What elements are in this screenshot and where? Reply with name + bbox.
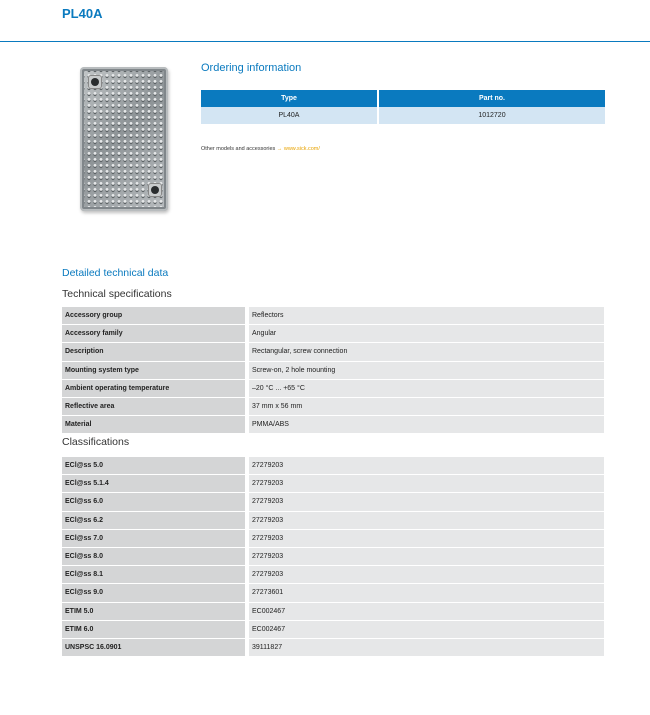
classification-value: 39111827	[247, 638, 604, 656]
table-row	[62, 343, 604, 361]
part-no-cell: 1012720	[378, 107, 605, 124]
technical-specifications-table	[62, 307, 604, 433]
spec-key: Accessory family	[62, 325, 247, 343]
table-row	[201, 107, 605, 124]
ordering-table	[201, 90, 605, 124]
table-row	[62, 307, 604, 325]
technical-specifications-heading: Technical specifications	[62, 288, 172, 300]
sick-website-link[interactable]: www.sick.com/	[283, 146, 320, 152]
classification-key: ECl@ss 9.0	[62, 584, 247, 602]
spec-value: 37 mm x 56 mm	[247, 397, 604, 415]
classification-value: 27279203	[247, 511, 604, 529]
type-cell: PL40A	[201, 107, 378, 124]
spec-key: Description	[62, 343, 247, 361]
classification-key: ECl@ss 6.2	[62, 511, 247, 529]
classification-value: 27279203	[247, 493, 604, 511]
spec-key: Reflective area	[62, 397, 247, 415]
table-row	[62, 584, 604, 602]
table-row	[62, 511, 604, 529]
page-title: PL40A	[62, 6, 103, 21]
mounting-hole-icon	[88, 75, 102, 89]
classification-value: 27279203	[247, 566, 604, 584]
spec-value: Reflectors	[247, 307, 604, 325]
other-models-text: Other models and accessories	[201, 146, 276, 152]
classification-value: 27279203	[247, 457, 604, 475]
classifications-heading: Classifications	[62, 436, 130, 448]
classification-value: EC002467	[247, 602, 604, 620]
arrow-right-icon: →	[276, 146, 283, 152]
spec-key: Accessory group	[62, 307, 247, 325]
classification-key: ECl@ss 8.1	[62, 566, 247, 584]
classifications-table	[62, 457, 604, 656]
classification-value: 27279203	[247, 475, 604, 493]
classification-value: 27279203	[247, 529, 604, 547]
classification-key: ECl@ss 5.0	[62, 457, 247, 475]
spec-value: Screw-on, 2 hole mounting	[247, 361, 604, 379]
table-row	[62, 416, 604, 434]
other-models-note	[201, 146, 320, 152]
spec-key: Material	[62, 416, 247, 434]
table-row	[62, 379, 604, 397]
spec-key: Ambient operating temperature	[62, 379, 247, 397]
classification-value: EC002467	[247, 620, 604, 638]
table-row	[62, 475, 604, 493]
spec-value: Rectangular, screw connection	[247, 343, 604, 361]
table-row	[62, 361, 604, 379]
spec-value: Angular	[247, 325, 604, 343]
table-row	[62, 638, 604, 656]
classification-key: ETIM 6.0	[62, 620, 247, 638]
table-row	[62, 493, 604, 511]
spec-key: Mounting system type	[62, 361, 247, 379]
classification-key: ECl@ss 5.1.4	[62, 475, 247, 493]
classification-key: ETIM 5.0	[62, 602, 247, 620]
table-row	[62, 529, 604, 547]
classification-key: ECl@ss 7.0	[62, 529, 247, 547]
column-header-type: Type	[201, 90, 378, 107]
table-row	[62, 397, 604, 415]
table-row	[62, 620, 604, 638]
table-row	[62, 457, 604, 475]
classification-value: 27273601	[247, 584, 604, 602]
spec-value: PMMA/ABS	[247, 416, 604, 434]
spec-value: –20 °C ... +65 °C	[247, 379, 604, 397]
classification-value: 27279203	[247, 547, 604, 565]
detailed-technical-data-heading: Detailed technical data	[62, 267, 169, 279]
classification-key: UNSPSC 16.0901	[62, 638, 247, 656]
classification-key: ECl@ss 6.0	[62, 493, 247, 511]
column-header-part-no: Part no.	[378, 90, 605, 107]
title-divider	[0, 41, 650, 42]
product-image	[80, 67, 168, 211]
classification-key: ECl@ss 8.0	[62, 547, 247, 565]
table-row	[62, 566, 604, 584]
ordering-heading: Ordering information	[201, 62, 302, 74]
table-row	[62, 602, 604, 620]
mounting-hole-icon	[148, 183, 162, 197]
table-row	[62, 325, 604, 343]
table-row	[62, 547, 604, 565]
